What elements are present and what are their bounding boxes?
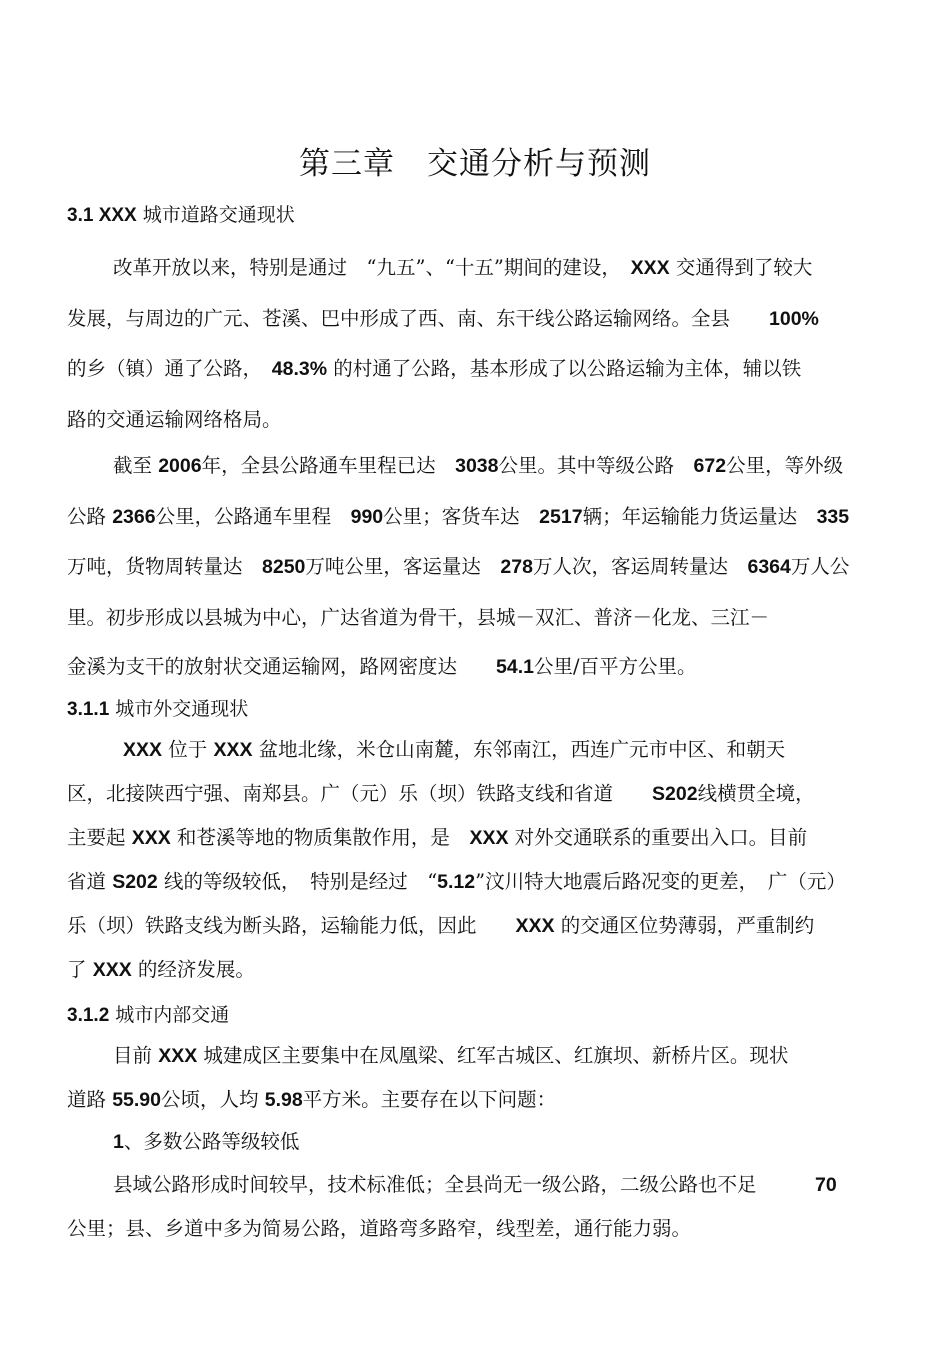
text-line: 的乡（镇）通了公路， 48.3% 的村通了公路，基本形成了以公路运输为主体，辅以铁: [67, 357, 802, 380]
text-line: 公路 2366公里，公路通车里程 990公里；客货车达 2517辆；年运输能力货运量达 335: [67, 504, 850, 528]
text-line: XXX 位于 XXX 盆地北缘，米仓山南麓，东邻南江，西连广元市中区、和朝天: [123, 738, 786, 761]
paragraph-2: [67, 441, 887, 693]
text-line: 截至 2006年，全县公路通车里程已达 3038公里。其中等级公路 672公里，等外级: [113, 454, 844, 477]
text-line: 区，北接陕西宁强、南郑县。广（元）乐（坝）铁路支线和省道 S202线横贯全境，: [67, 782, 815, 805]
text-line: 目前 XXX 城建成区主要集中在凤凰梁、红军古城区、红旗坝、新桥片区。现状: [113, 1044, 789, 1067]
chapter-title: 第三章 交通分析与预测: [299, 146, 651, 182]
section-number: 3.1 XXX: [67, 205, 137, 226]
section-title: 城市内部交通: [115, 1004, 230, 1026]
section-title: 城市道路交通现状: [142, 204, 295, 226]
section-heading-3-1-1: [67, 694, 248, 721]
paragraph-1: [67, 243, 887, 444]
text-line: 乐（坝）铁路支线为断头路，运输能力低，因此 XXX 的交通区位势薄弱，严重制约: [67, 914, 815, 937]
text-line: 万吨，货物周转量达 8250万吨公里，客运量达 278万人次，客运周转量达 6364万人公: [67, 555, 850, 578]
text-line: 省道 S202 线的等级较低， 特别是经过 “5.12”汶川特大地震后路况变的更差， 广（元）: [67, 870, 846, 893]
list-item-1: [67, 1120, 887, 1164]
text-line: 了 XXX 的经济发展。: [67, 958, 255, 981]
list-item-text: 1、多数公路等级较低: [113, 1130, 300, 1153]
text-line: 金溪为支干的放射状交通运输网，路网密度达 54.1公里/百平方公里。: [67, 655, 697, 678]
section-heading-3-1-2: [67, 1000, 229, 1027]
text-line: 里。初步形成以县城为中心，广达省道为骨干，县城－双汇、普济－化龙、三江－: [67, 605, 770, 629]
section-title: 城市外交通现状: [115, 698, 249, 720]
text-line: 公里；县、乡道中多为简易公路，道路弯多路窄，线型差，通行能力弱。: [67, 1217, 692, 1240]
text-line: 主要起 XXX 和苍溪等地的物质集散作用，是 XXX 对外交通联系的重要出入口。目前: [67, 826, 808, 849]
text-line: 道路 55.90公顷，人均 5.98平方米。主要存在以下问题：: [67, 1088, 557, 1111]
section-number: 3.1.1: [67, 699, 110, 720]
paragraph-4: [67, 1034, 887, 1122]
text-line: 发展，与周边的广元、苍溪、巴中形成了西、南、东干线公路运输网络。全县 100%: [67, 306, 819, 330]
text-line: 路的交通运输网络格局。: [67, 407, 282, 431]
text-line: 县域公路形成时间较早，技术标准低；全县尚无一级公路，二级公路也不足 70: [113, 1173, 837, 1196]
section-number: 3.1.2: [67, 1005, 110, 1026]
section-heading-3-1: [67, 200, 295, 227]
paragraph-3: [67, 728, 887, 992]
text-line: 改革开放以来，特别是通过 “九五”、“十五”期间的建设， XXX 交通得到了较大: [113, 256, 813, 279]
paragraph-5: [67, 1163, 887, 1250]
